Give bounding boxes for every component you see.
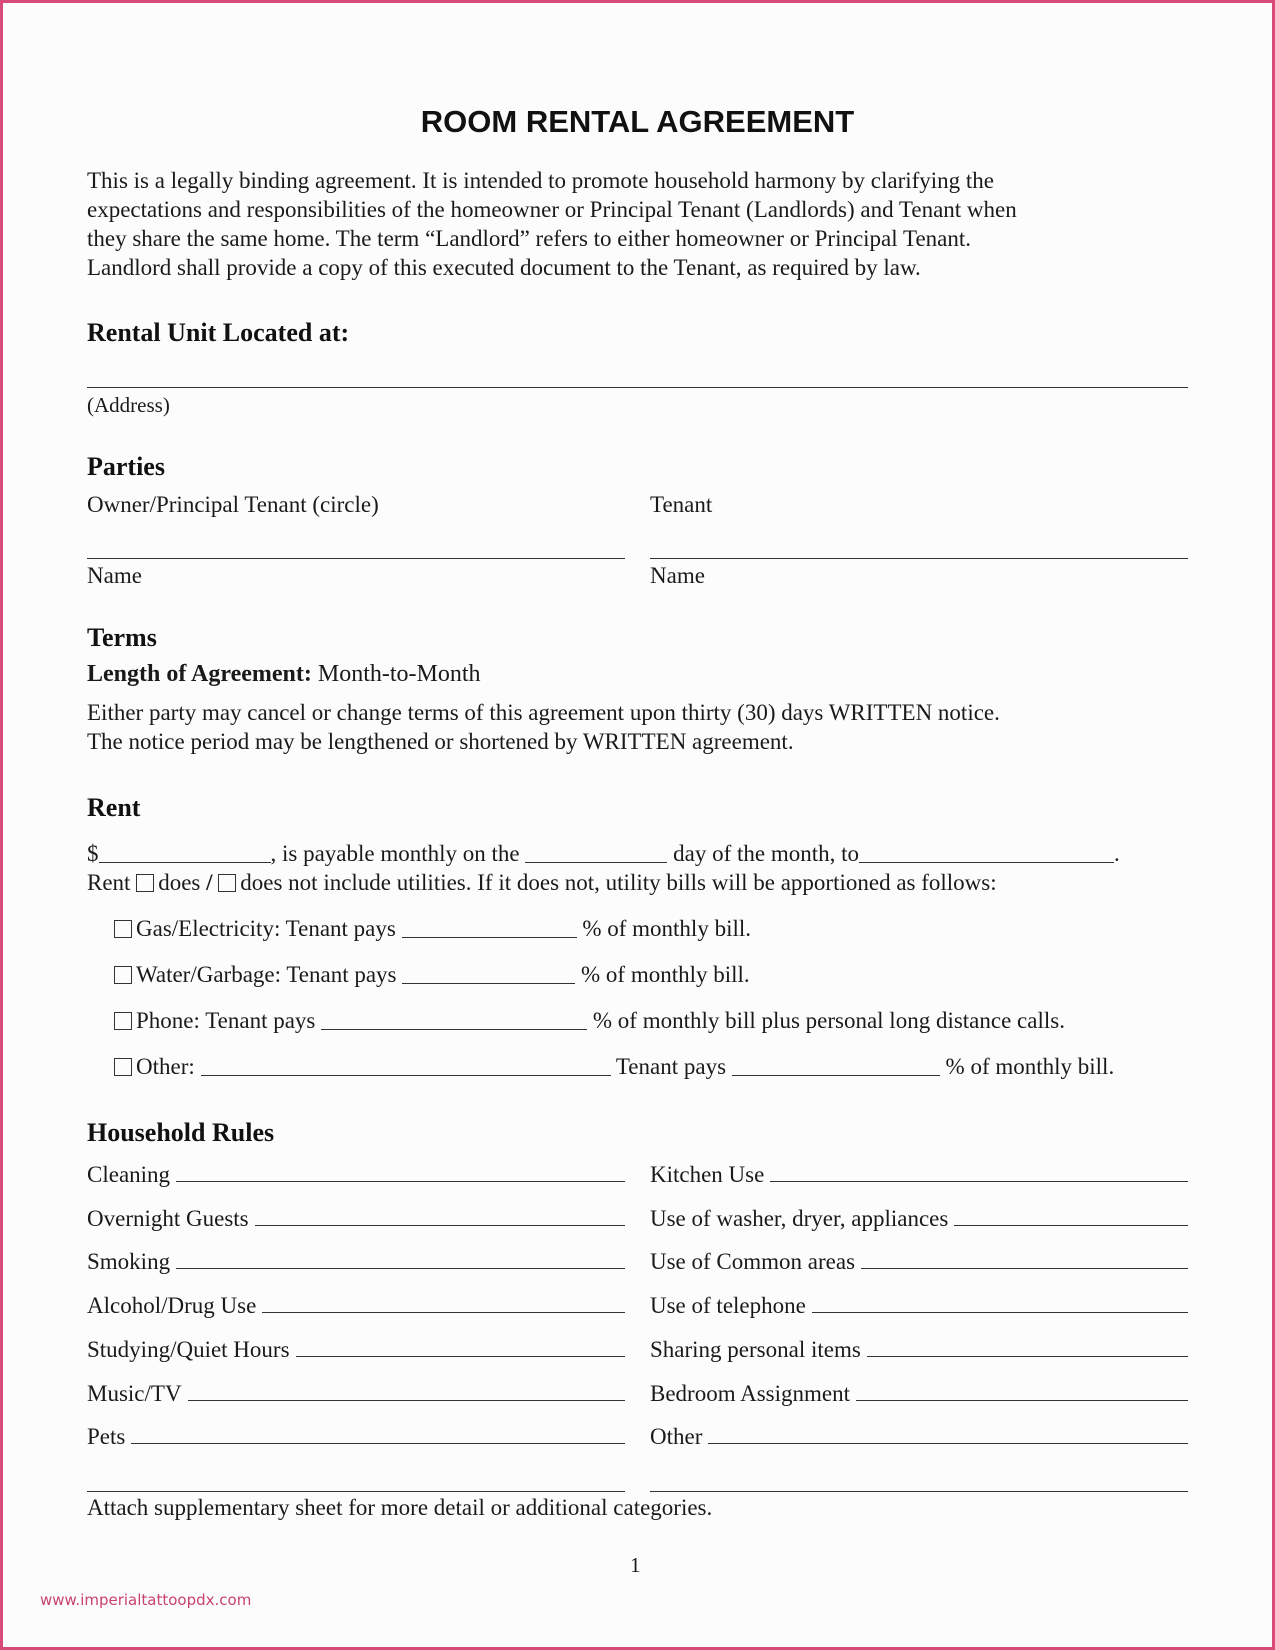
tenant-name-caption: Name [650, 563, 705, 588]
due-day-field[interactable] [525, 844, 667, 863]
rental-unit-heading: Rental Unit Located at: [87, 318, 350, 347]
intro-paragraph [87, 166, 1187, 282]
tenant-label: Tenant [650, 492, 713, 517]
day-text: day of the month, to [673, 841, 860, 866]
utilities-text: does not include utilities. If it does not, utility bills will be apportioned as follows: [240, 870, 997, 895]
notice-line: The notice period may be lengthened or shortened by WRITTEN agreement. [87, 729, 794, 754]
rule-row [650, 1162, 1188, 1188]
address-field[interactable] [87, 387, 1188, 388]
rule-field[interactable] [255, 1207, 625, 1226]
utility-row-water [114, 962, 750, 988]
owner-name-caption: Name [87, 563, 142, 588]
rule-field[interactable] [708, 1425, 1188, 1444]
rule-label: Other [650, 1424, 703, 1450]
rent-amount-row [87, 841, 1120, 867]
rule-row [650, 1337, 1188, 1363]
phone-percent-field[interactable] [321, 1011, 587, 1030]
intro-line: This is a legally binding agreement. It is intended to promote household harmony by clarifying the [87, 168, 995, 193]
utility-label: Gas/Electricity: Tenant pays [136, 916, 396, 941]
terms-heading: Terms [87, 623, 157, 652]
rule-row [87, 1162, 625, 1188]
rule-label: Cleaning [87, 1162, 171, 1187]
utility-row-phone [114, 1008, 1065, 1034]
payable-text: , is payable monthly on the [270, 841, 520, 866]
rent-heading: Rent [87, 793, 141, 822]
rule-field[interactable] [812, 1294, 1188, 1313]
rule-field[interactable] [867, 1338, 1188, 1357]
rule-row [87, 1424, 625, 1450]
rule-row [650, 1293, 1188, 1319]
extra-rule-field-left[interactable] [87, 1491, 625, 1492]
rule-field[interactable] [954, 1207, 1188, 1226]
parties-heading: Parties [87, 452, 165, 481]
household-rules-heading: Household Rules [87, 1118, 275, 1147]
other-utility-field[interactable] [201, 1057, 611, 1076]
extra-rule-field-right[interactable] [650, 1491, 1188, 1492]
other-tenant-pays: Tenant pays [615, 1054, 727, 1079]
rule-label: Overnight Guests [87, 1205, 249, 1231]
utility-label: Water/Garbage: Tenant pays [136, 962, 397, 987]
rule-label: Use of Common areas [650, 1249, 856, 1275]
rule-field[interactable] [856, 1382, 1188, 1401]
rule-label: Studying/Quiet Hours [87, 1336, 290, 1362]
rule-label: Alcohol/Drug Use [87, 1293, 257, 1319]
phone-checkbox[interactable] [114, 1012, 132, 1030]
utility-label: Phone: Tenant pays [136, 1008, 316, 1033]
rent-word: Rent [87, 870, 131, 895]
intro-line: Landlord shall provide a copy of this executed document to the Tenant, as required by law. [87, 255, 921, 280]
rule-row [87, 1249, 625, 1275]
rule-field[interactable] [176, 1250, 625, 1269]
owner-label: Owner/Principal Tenant (circle) [87, 492, 379, 517]
document-title: ROOM RENTAL AGREEMENT [420, 104, 855, 139]
rule-row [650, 1206, 1188, 1232]
rule-field[interactable] [131, 1425, 625, 1444]
intro-line: expectations and responsibilities of the homeowner or Principal Tenant (Landlords) and Tenant when [87, 197, 1017, 222]
owner-name-field[interactable] [87, 558, 625, 559]
payee-field[interactable] [859, 844, 1114, 863]
rent-amount-field[interactable] [99, 844, 271, 863]
utility-suffix: % of monthly bill plus personal long distance calls. [592, 1008, 1065, 1033]
length-label: Length of Agreement: [87, 661, 312, 687]
rule-field[interactable] [262, 1294, 625, 1313]
supplementary-note: Attach supplementary sheet for more detail or additional categories. [87, 1495, 713, 1520]
rule-field[interactable] [176, 1163, 625, 1182]
period: . [1114, 841, 1120, 866]
slash: / [206, 870, 213, 895]
rule-label: Sharing personal items [650, 1336, 861, 1362]
rule-label: Use of washer, dryer, appliances [650, 1205, 949, 1231]
length-value: Month-to-Month [317, 661, 481, 687]
rule-row [650, 1424, 1188, 1450]
other-checkbox[interactable] [114, 1058, 132, 1076]
gas-percent-field[interactable] [402, 919, 577, 938]
rule-row [87, 1337, 625, 1363]
rule-row [87, 1381, 625, 1407]
rule-label: Use of telephone [650, 1293, 806, 1319]
rule-label: Pets [87, 1424, 126, 1450]
notice-line: Either party may cancel or change terms of this agreement upon thirty (30) days WRITTEN notice. [87, 700, 1000, 725]
gas-checkbox[interactable] [114, 920, 132, 938]
utility-row-other [114, 1054, 1114, 1080]
rule-label: Smoking [87, 1249, 171, 1275]
other-label: Other: [136, 1054, 195, 1079]
rule-field[interactable] [296, 1338, 625, 1357]
intro-line: they share the same home. The term “Landlord” refers to either homeowner or Principal Tenant. [87, 226, 971, 251]
watermark-url: www.imperialtattoopdx.com [40, 1591, 252, 1609]
water-percent-field[interactable] [402, 965, 575, 984]
rule-label: Music/TV [87, 1380, 182, 1406]
excludes-utilities-checkbox[interactable] [218, 874, 236, 892]
other-suffix: % of monthly bill. [945, 1054, 1115, 1079]
rule-row [650, 1249, 1188, 1275]
utility-row-gas [114, 916, 751, 942]
rule-field[interactable] [188, 1382, 625, 1401]
does-text: does [158, 870, 201, 895]
rule-row [87, 1206, 625, 1232]
utilities-row [87, 870, 997, 896]
utility-suffix: % of monthly bill. [582, 916, 751, 941]
page-number: 1 [630, 1553, 641, 1577]
tenant-name-field[interactable] [650, 558, 1188, 559]
dollar-sign: $ [87, 841, 99, 866]
water-checkbox[interactable] [114, 966, 132, 984]
other-percent-field[interactable] [732, 1057, 940, 1076]
rule-label: Bedroom Assignment [650, 1380, 850, 1406]
includes-utilities-checkbox[interactable] [136, 874, 154, 892]
rule-row [87, 1293, 625, 1319]
rule-label: Kitchen Use [650, 1162, 765, 1187]
rule-field[interactable] [861, 1250, 1188, 1269]
rule-row [650, 1381, 1188, 1407]
address-caption: (Address) [87, 393, 170, 417]
rule-field[interactable] [770, 1163, 1188, 1182]
utility-suffix: % of monthly bill. [581, 962, 750, 987]
length-of-agreement [87, 661, 481, 688]
